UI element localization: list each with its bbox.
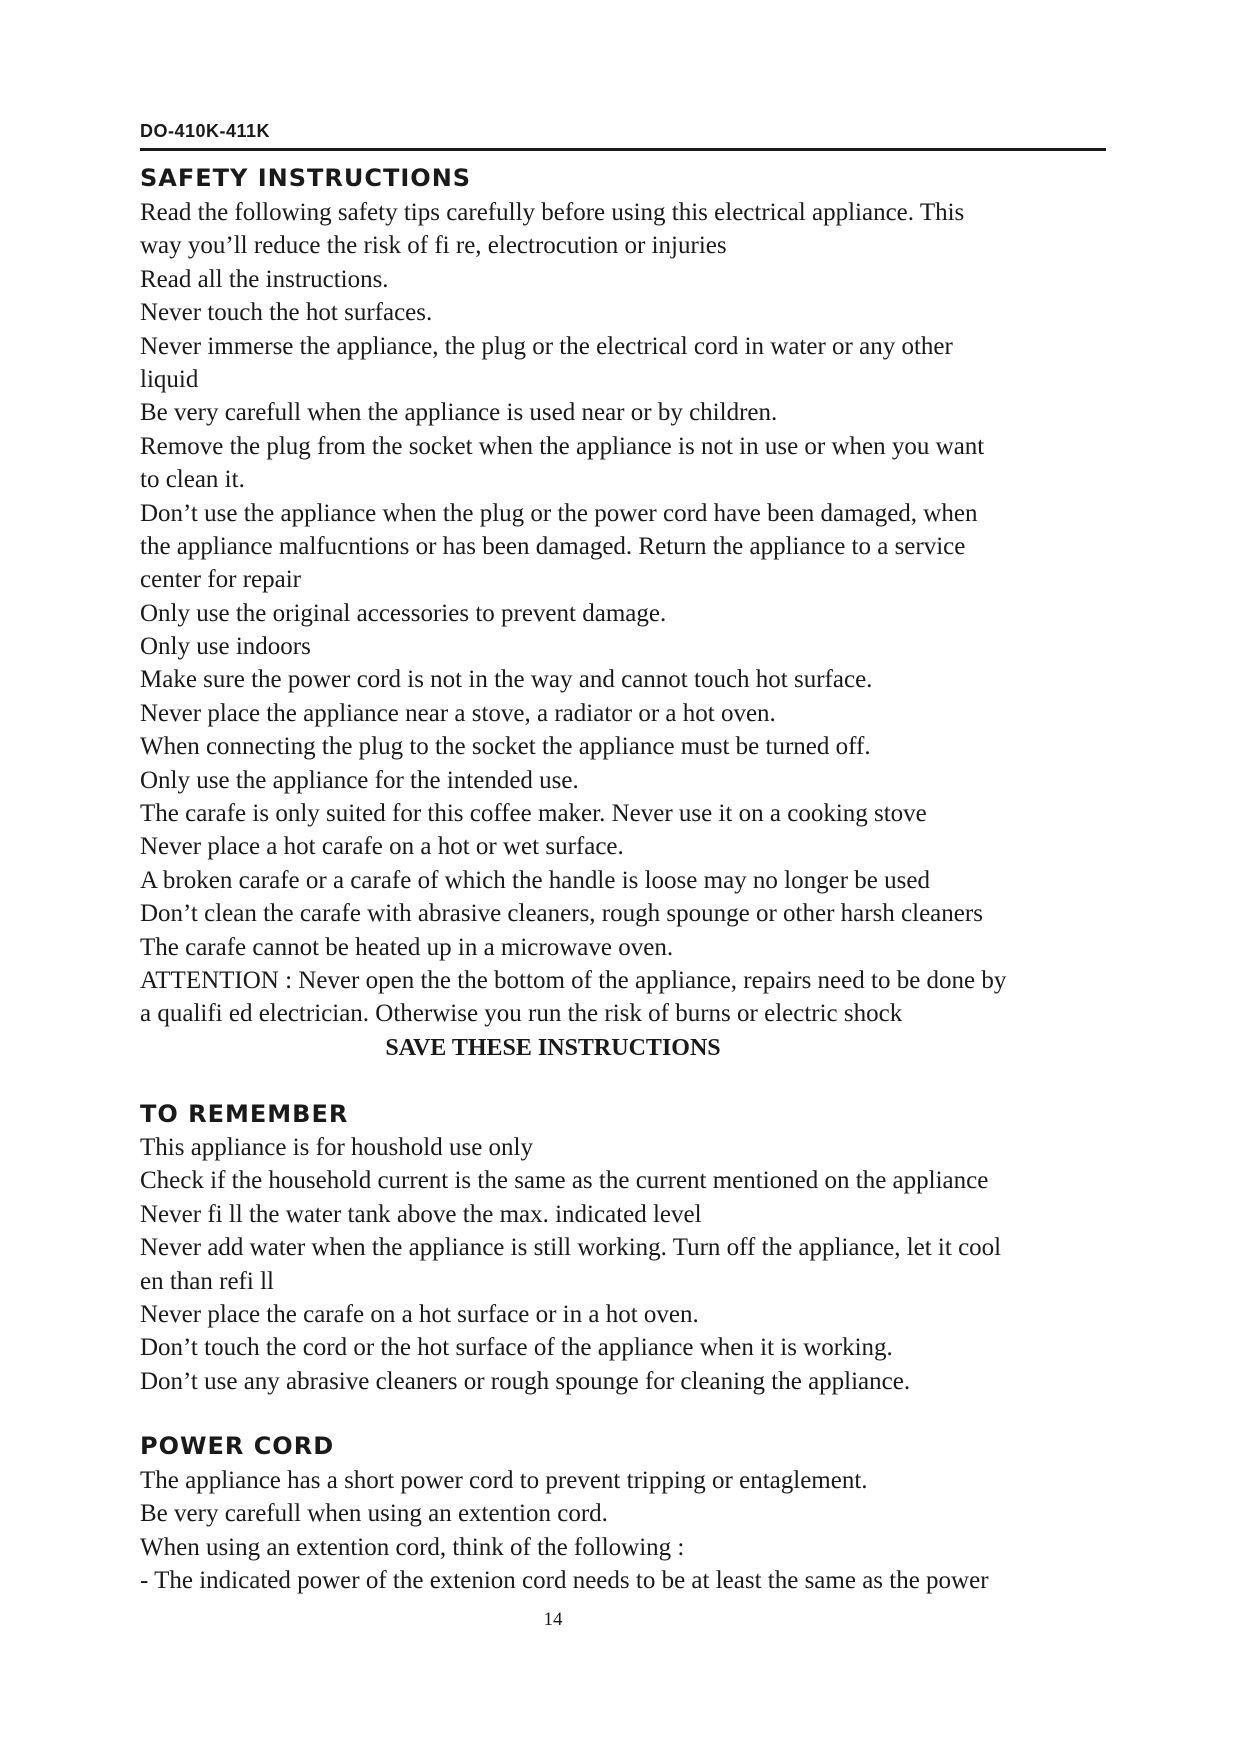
text-line: Don’t touch the cord or the hot surface of the appliance when it is working. <box>140 1334 893 1362</box>
safety-instructions-heading: SAFETY INSTRUCTIONS <box>140 164 472 192</box>
text-line: Never touch the hot surfaces. <box>140 299 433 327</box>
text-line: When connecting the plug to the socket the appliance must be turned off. <box>140 733 871 761</box>
to-remember-heading: TO REMEMBER <box>140 1100 349 1128</box>
text-line: A broken carafe or a carafe of which the handle is loose may no longer be used <box>140 866 930 894</box>
text-line: Remove the plug from the socket when the appliance is not in use or when you want <box>140 432 985 460</box>
text-line: center for repair <box>140 566 301 594</box>
text-line: Check if the household current is the same as the current mentioned on the appliance <box>140 1167 989 1195</box>
text-line: the appliance malfucntions or has been damaged. Return the appliance to a service <box>140 532 966 560</box>
text-line: Be very carefull when using an extention cord. <box>140 1500 608 1528</box>
text-line: en than refi ll <box>140 1267 274 1295</box>
model-number: DO-410K-411K <box>140 121 271 141</box>
header-rule <box>140 148 1106 151</box>
safety-instructions-list <box>140 196 1006 1031</box>
text-line: Don’t use any abrasive cleaners or rough spounge for cleaning the appliance. <box>140 1367 911 1395</box>
text-line: Be very carefull when the appliance is used near or by children. <box>140 399 778 427</box>
save-instructions-notice: SAVE THESE INSTRUCTIONS <box>385 1035 721 1061</box>
text-line: Never add water when the appliance is still working. Turn off the appliance, let it cool <box>140 1234 1002 1262</box>
power-cord-heading: POWER CORD <box>140 1432 335 1460</box>
text-line: liquid <box>140 365 199 393</box>
text-line: way you’ll reduce the risk of fi re, electrocution or injuries <box>140 232 727 260</box>
text-line: Never place a hot carafe on a hot or wet surface. <box>140 833 624 861</box>
text-line: Never place the appliance near a stove, a radiator or a hot oven. <box>140 699 776 727</box>
text-line: The carafe is only suited for this coffee maker. Never use it on a cooking stove <box>140 800 927 828</box>
text-line: Only use the original accessories to prevent damage. <box>140 599 667 627</box>
text-line: Only use indoors <box>140 633 311 661</box>
text-line: Only use the appliance for the intended use. <box>140 766 579 794</box>
text-line: - The indicated power of the extenion cord needs to be at least the same as the power <box>140 1567 989 1595</box>
text-line: The carafe cannot be heated up in a microwave oven. <box>140 933 674 961</box>
text-line: to clean it. <box>140 466 245 494</box>
text-line: Never place the carafe on a hot surface or in a hot oven. <box>140 1300 699 1328</box>
text-line: Never fi ll the water tank above the max. indicated level <box>140 1200 702 1228</box>
text-line: Read the following safety tips carefully before using this electrical appliance. This <box>140 199 965 226</box>
text-line: Never immerse the appliance, the plug or the electrical cord in water or any other <box>140 332 953 360</box>
text-line: Read all the instructions. <box>140 265 389 293</box>
text-line: The appliance has a short power cord to prevent tripping or entaglement. <box>140 1467 868 1494</box>
text-line: This appliance is for houshold use only <box>140 1134 533 1161</box>
to-remember-list <box>140 1131 1001 1398</box>
text-line: Don’t clean the carafe with abrasive cleaners, rough spounge or other harsh cleaners <box>140 900 983 928</box>
text-line: a qualifi ed electrician. Otherwise you run the risk of burns or electric shock <box>140 1000 903 1028</box>
text-line: Make sure the power cord is not in the way and cannot touch hot surface. <box>140 666 873 694</box>
page-number: 14 <box>543 1609 563 1630</box>
text-line: ATTENTION : Never open the the bottom of the appliance, repairs need to be done by <box>140 966 1007 994</box>
power-cord-list <box>140 1464 989 1598</box>
text-line: When using an extention cord, think of the following : <box>140 1533 685 1561</box>
text-line: Don’t use the appliance when the plug or the power cord have been damaged, when <box>140 499 978 527</box>
